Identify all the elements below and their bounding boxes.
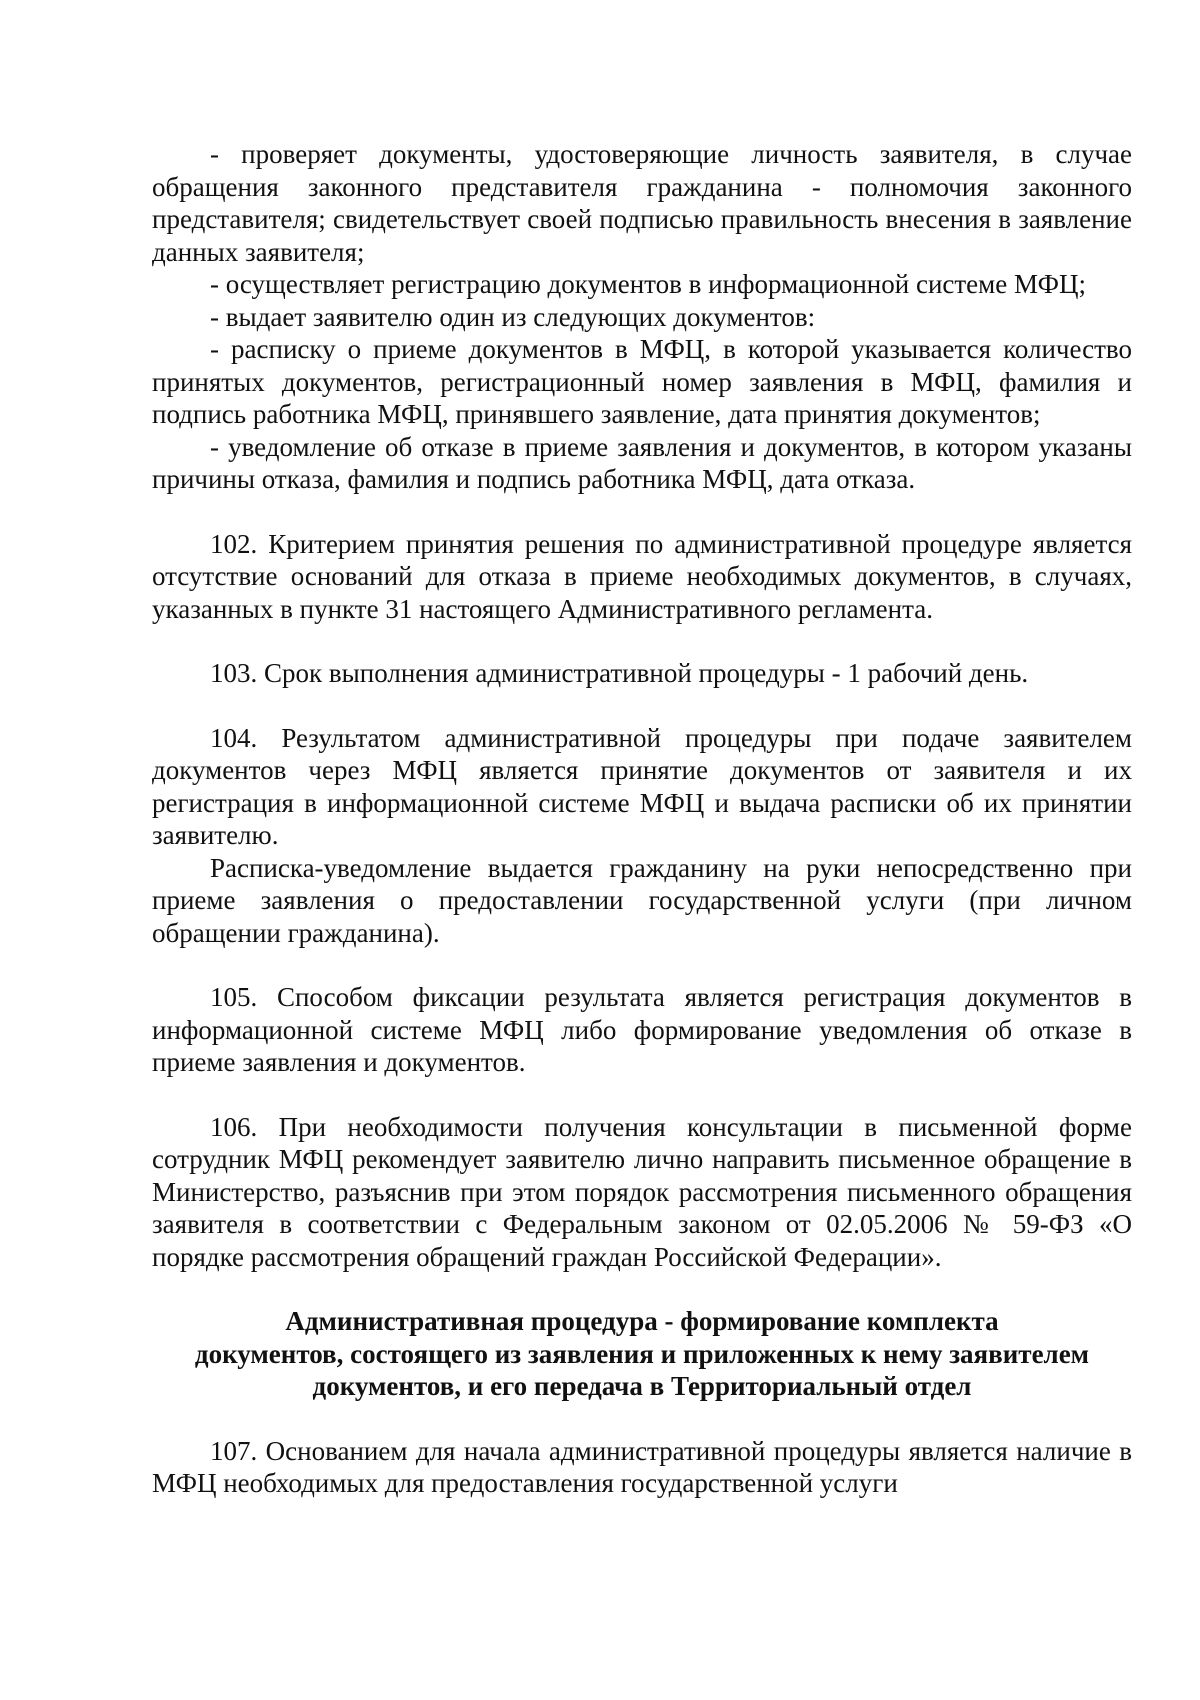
paragraph-102: 102. Критерием принятия решения по административной процедуре является отсутствие оснований для отказа в приеме необходимых документов, в случаях, указанных в пункте 31 настоящего Административного регламента. (152, 528, 1132, 624)
paragraph-103: 103. Срок выполнения административной процедуры - 1 рабочий день. (210, 658, 1029, 688)
paragraph-receipt: - расписку о приеме документов в МФЦ, в которой указывается количество принятых документов, регистрационный номер заявления в МФЦ, фамилия и подпись работника МФЦ, принявшего заявление, дата принятия документов; (152, 334, 1132, 429)
paragraph-refusal-notice: - уведомление об отказе в приеме заявления и документов, в котором указаны причины отказа, фамилия и подпись работника МФЦ, дата отказа. (152, 431, 1132, 494)
paragraph-issues-documents: - выдает заявителю один из следующих документов: (210, 301, 816, 332)
paragraph-registration: - осуществляет регистрацию документов в информационной системе МФЦ; (210, 269, 1086, 299)
document-page (152, 138, 1132, 1500)
section-heading (152, 1305, 1132, 1403)
paragraph-107: 107. Основанием для начала административной процедуры является наличие в МФЦ необходимых для предоставления государственной услуги (152, 1435, 1132, 1498)
section-heading-line-2: документов, состоящего из заявления и приложенных к нему заявителем (194, 1338, 1090, 1369)
paragraph-106: 106. При необходимости получения консультации в письменной форме сотрудник МФЦ рекомендует заявителю лично направить письменное обращение в Министерство, разъяснив при этом порядок рассмотрения письменного обращения заявителя в соответствии с Федеральным законом от 02.05.2006 № 59-ФЗ «О порядке рассмотрения обращений граждан Российской Федерации». (152, 1111, 1132, 1272)
paragraph-105: 105. Способом фиксации результата является регистрация документов в информационной системе МФЦ либо формирование уведомления об отказе в приеме заявления и документов. (152, 982, 1132, 1077)
paragraph-104: 104. Результатом административной процедуры при подаче заявителем документов через МФЦ является принятие документов от заявителя и их регистрация в информационной системе МФЦ и выдача расписки об их принятии заявителю. (152, 722, 1132, 850)
section-heading-line-1: Административная процедура - формирование комплекта (285, 1306, 999, 1336)
paragraph-check-documents: - проверяет документы, удостоверяющие личность заявителя, в случае обращения законного представителя гражданина - полномочия законного представителя; свидетельствует своей подписью правильность внесения в заявление данных заявителя; (152, 139, 1132, 267)
section-heading-line-3: документов, и его передача в Территориальный отдел (312, 1371, 972, 1401)
paragraph-104-receipt: Расписка-уведомление выдается гражданину на руки непосредственно при приеме заявления о предоставлении государственной услуги (при личном обращении гражданина). (152, 852, 1132, 948)
